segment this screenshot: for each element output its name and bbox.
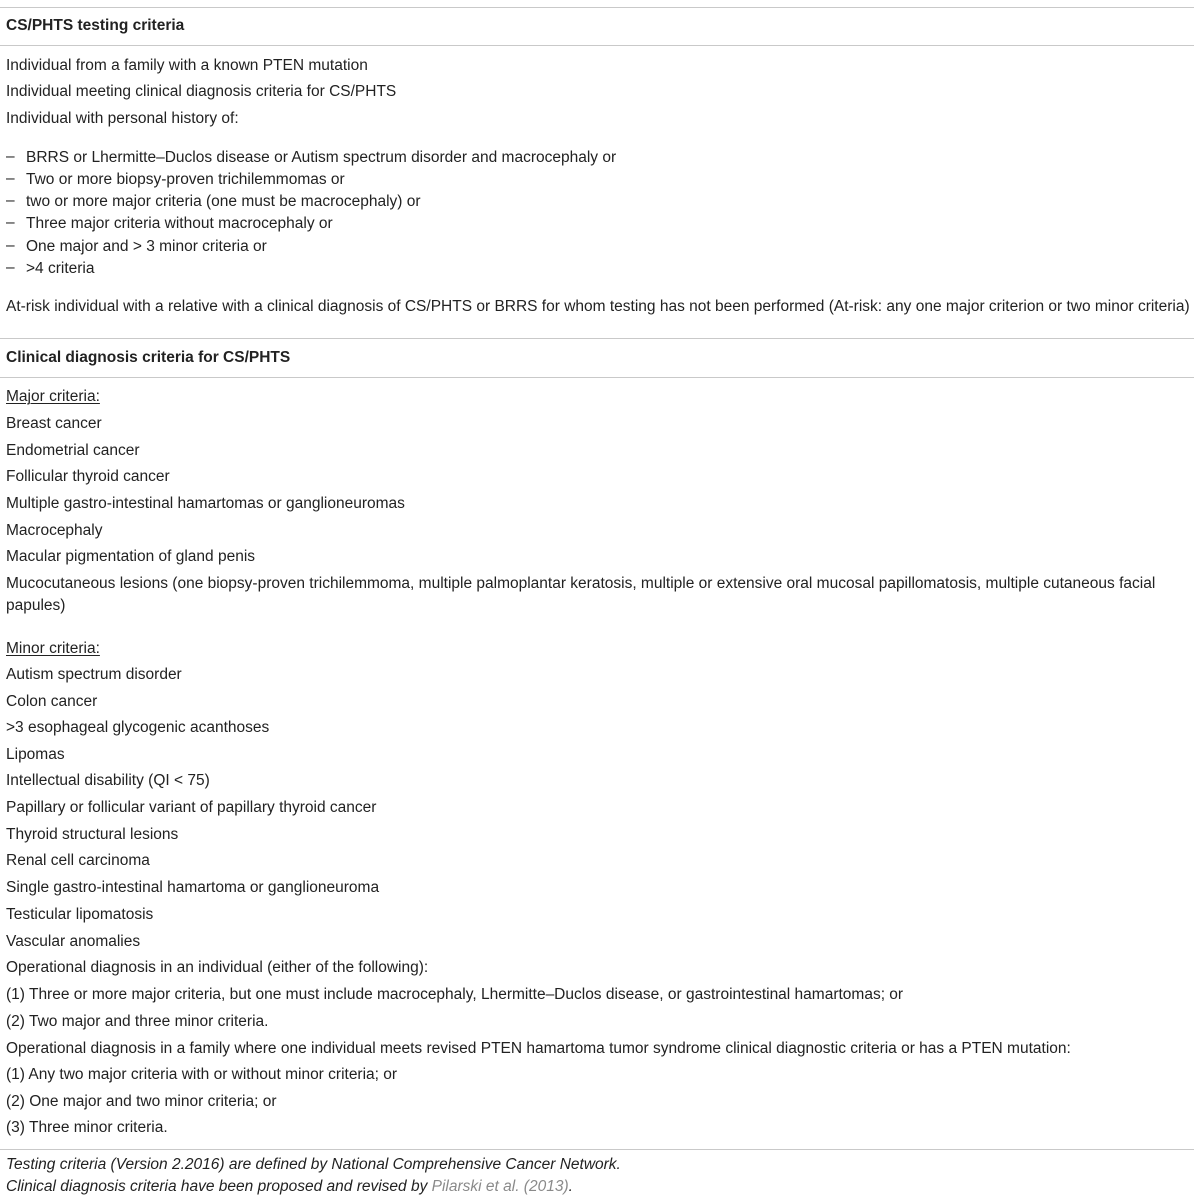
dash-marker: – bbox=[6, 214, 15, 231]
minor-item: Colon cancer bbox=[6, 693, 98, 710]
footnote-line-2 bbox=[6, 1177, 573, 1197]
operational-item: (3) Three minor criteria. bbox=[6, 1119, 168, 1136]
at-risk-paragraph: At-risk individual with a relative with a clinical diagnosis of CS/PHTS or BRRS for whom testing has not been performed (At-risk: any one major criterion or two minor criteria) bbox=[6, 298, 1190, 315]
footnote-line-1: Testing criteria (Version 2.2016) are defined by National Comprehensive Cancer Network. bbox=[6, 1156, 621, 1173]
bullet-item: BRRS or Lhermitte–Duclos disease or Autism spectrum disorder and macrocephaly or bbox=[26, 149, 617, 166]
operational-item: (2) One major and two minor criteria; or bbox=[6, 1093, 277, 1110]
minor-item: >3 esophageal glycogenic acanthoses bbox=[6, 719, 270, 736]
minor-item: Intellectual disability (QI < 75) bbox=[6, 772, 210, 789]
table-top-rule bbox=[0, 7, 1194, 8]
operational-item: Operational diagnosis in a family where one individual meets revised PTEN hamartoma tumor syndrome clinical diagnostic criteria or has a PTEN mutation: bbox=[6, 1040, 1071, 1057]
dash-marker: – bbox=[6, 170, 15, 187]
major-item: Multiple gastro-intestinal hamartomas or ganglioneuromas bbox=[6, 495, 405, 512]
table-bottom-rule bbox=[0, 1149, 1194, 1150]
section1-header-rule bbox=[0, 45, 1194, 46]
section2-top-rule bbox=[0, 338, 1194, 339]
testing-line-3: Individual with personal history of: bbox=[6, 110, 239, 127]
minor-item: Testicular lipomatosis bbox=[6, 906, 154, 923]
major-item: Breast cancer bbox=[6, 415, 102, 432]
major-item: Follicular thyroid cancer bbox=[6, 468, 170, 485]
minor-item: Thyroid structural lesions bbox=[6, 826, 179, 843]
bullet-item: >4 criteria bbox=[26, 260, 95, 277]
operational-item: Operational diagnosis in an individual (either of the following): bbox=[6, 959, 429, 976]
bullet-item: two or more major criteria (one must be macrocephaly) or bbox=[26, 193, 421, 210]
minor-item: Papillary or follicular variant of papillary thyroid cancer bbox=[6, 799, 377, 816]
minor-item: Autism spectrum disorder bbox=[6, 666, 182, 683]
bullet-item: Three major criteria without macrocephaly or bbox=[26, 215, 333, 232]
footnote-period: . bbox=[568, 1178, 573, 1195]
operational-item: (2) Two major and three minor criteria. bbox=[6, 1013, 269, 1030]
dash-marker: – bbox=[6, 237, 15, 254]
bullet-item: Two or more biopsy-proven trichilemmomas or bbox=[26, 171, 345, 188]
citation-link[interactable]: Pilarski et al. (2013) bbox=[431, 1178, 569, 1195]
minor-item: Vascular anomalies bbox=[6, 933, 141, 950]
section2-header-rule bbox=[0, 377, 1194, 378]
minor-item: Lipomas bbox=[6, 746, 65, 763]
minor-item: Renal cell carcinoma bbox=[6, 852, 150, 869]
mucocutaneous-item: Mucocutaneous lesions (one biopsy-proven trichilemmoma, multiple palmoplantar keratosis, multiple or extensive oral mucosal papillomatosis, multiple cutaneous facial papules) bbox=[6, 575, 1156, 614]
bullet-item: One major and > 3 minor criteria or bbox=[26, 238, 267, 255]
testing-line-1: Individual from a family with a known PTEN mutation bbox=[6, 57, 368, 74]
section2-title: Clinical diagnosis criteria for CS/PHTS bbox=[6, 349, 291, 366]
footnote-text: Clinical diagnosis criteria have been proposed and revised by bbox=[6, 1178, 432, 1195]
major-criteria-heading: Major criteria: bbox=[6, 388, 100, 405]
testing-line-2: Individual meeting clinical diagnosis criteria for CS/PHTS bbox=[6, 83, 397, 100]
operational-item: (1) Three or more major criteria, but one must include macrocephaly, Lhermitte–Duclos disease, or gastrointestinal hamartomas; or bbox=[6, 986, 904, 1003]
minor-criteria-heading: Minor criteria: bbox=[6, 640, 100, 657]
section1-title: CS/PHTS testing criteria bbox=[6, 17, 185, 34]
operational-item: (1) Any two major criteria with or without minor criteria; or bbox=[6, 1066, 398, 1083]
major-item: Endometrial cancer bbox=[6, 442, 140, 459]
dash-marker: – bbox=[6, 148, 15, 165]
dash-marker: – bbox=[6, 192, 15, 209]
minor-item: Single gastro-intestinal hamartoma or ganglioneuroma bbox=[6, 879, 380, 896]
major-item: Macular pigmentation of gland penis bbox=[6, 548, 256, 565]
dash-marker: – bbox=[6, 259, 15, 276]
major-item: Macrocephaly bbox=[6, 522, 103, 539]
